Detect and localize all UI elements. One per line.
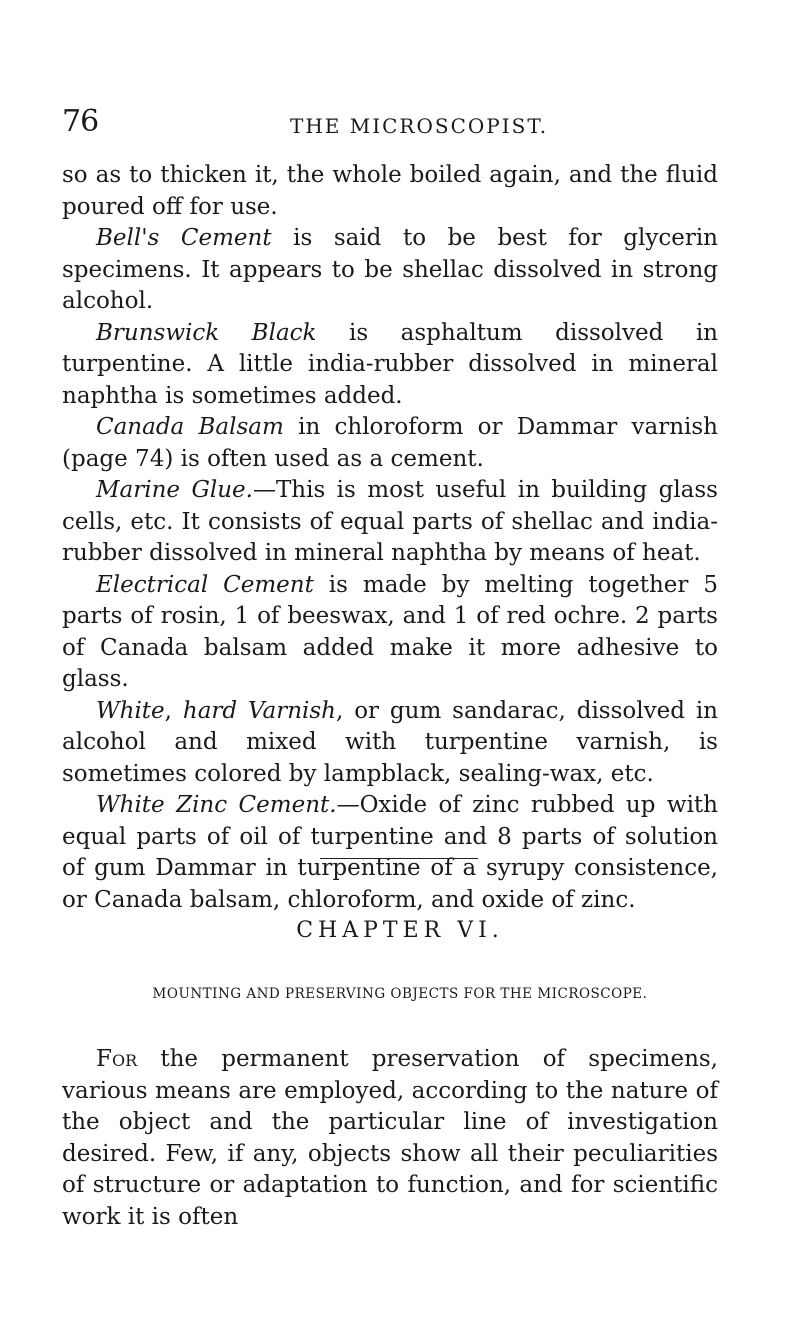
running-head xyxy=(62,104,748,144)
cements-section xyxy=(62,160,718,916)
separator: , xyxy=(164,697,183,724)
term: Brunswick Black xyxy=(96,319,317,346)
paragraph-text: —This is most useful in building glass cells, etc. It consists of equal parts of shellac and india-rubber dissolved in mineral naphtha by means of heat. xyxy=(62,477,718,566)
paragraph-text: is said to be best for glycerin specimens. It appears to be shellac dissolved in strong alcohol. xyxy=(62,225,718,314)
paragraph-text: is made by melting together 5 parts of rosin, 1 of beeswax, and 1 of red ochre. 2 parts of Canada balsam added make it more adhesive to glass. xyxy=(62,571,718,692)
paragraph-text: the permanent preservation of specimens, various means are employed, according to the nature of the object and the particular line of investigation desired. Few, if any, objects show all their peculiarities of structure or adaptation to function, and for scientific work it is often xyxy=(62,1046,718,1230)
section-divider xyxy=(320,858,478,859)
term: Canada Balsam xyxy=(96,414,284,440)
term: hard Varnish xyxy=(182,697,336,724)
paragraph-marine-glue xyxy=(62,475,718,570)
paragraph-text: in chloroform or Dammar varnish (page 74) is often used as a cement. xyxy=(62,414,718,472)
paragraph-text: , or gum sandarac, dissolved in alcohol and mixed with turpentine varnish, is sometimes colored by lampblack, sealing-wax, etc. xyxy=(62,697,718,787)
paragraph-text: —Oxide of zinc rubbed up with equal parts of oil of turpentine and 8 parts of solution of gum Dammar in turpentine of a syrupy consistence, or Canada balsam, chloroform, and oxide of zinc. xyxy=(62,792,718,913)
paragraph-bells-cement xyxy=(62,223,718,318)
paragraph-text: so as to thicken it, the whole boiled again, and the fluid poured off for use. xyxy=(62,162,718,220)
chapter-subtitle: MOUNTING AND PRESERVING OBJECTS FOR THE MICROSCOPE. xyxy=(152,986,648,1002)
paragraph-white-zinc-cement xyxy=(62,790,718,916)
book-title: THE MICROSCOPIST. xyxy=(290,114,549,138)
term: White Zinc Cement. xyxy=(96,792,337,818)
paragraph-text: is asphaltum dissolved in turpentine. A little india-rubber dissolved in mineral naphtha is sometimes added. xyxy=(62,319,718,409)
term: Bell's Cement xyxy=(96,225,272,251)
paragraph-continuation xyxy=(62,160,718,223)
paragraph-white-hard-varnish xyxy=(62,696,718,791)
chapter-body xyxy=(62,1044,718,1233)
term: Electrical Cement xyxy=(96,571,314,598)
paragraph-canada-balsam xyxy=(62,412,718,475)
term: Marine Glue. xyxy=(96,477,253,503)
opening-word: For xyxy=(96,1046,138,1072)
paragraph-brunswick-black xyxy=(62,318,718,413)
page-number: 76 xyxy=(62,104,99,139)
chapter-heading: CHAPTER VI. xyxy=(296,918,504,943)
paragraph-opening xyxy=(62,1044,718,1233)
paragraph-electrical-cement xyxy=(62,570,718,696)
term: White xyxy=(96,697,165,724)
